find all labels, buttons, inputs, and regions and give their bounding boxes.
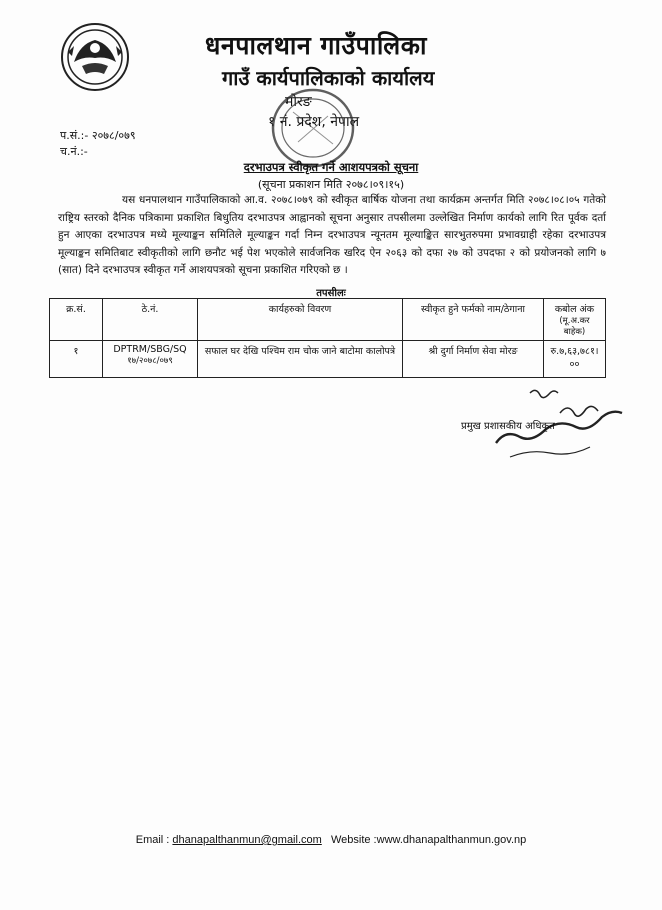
- header-amount-note: (मू.अ.कर बाहेक): [559, 316, 590, 337]
- cell-contract-sub: १७/२०७८/०७९: [127, 356, 173, 366]
- cell-firm: श्री दुर्गा निर्माण सेवा मोरङ: [403, 341, 544, 378]
- cell-contract-code: DPTRM/SBG/SQ: [113, 344, 187, 355]
- notice-body: यस धनपालथान गाउँपालिकाको आ.व. २०७८।०७९ को स्वीकृत बार्षिक योजना तथा कार्यक्रम अन्तर्गत मिति २०७८।०८।०५ गतेको राष्ट्रिय स्तरको दैनिक पत्रिकामा प्रकाशित बिधुतिय दरभाउपत्र आह्वानको सूचना अनुसार तपसीलमा उल्लेखित निर्माण कार्यको लागि रित पूर्वक दर्ता हुन आएका दरभाउपत्र मध्ये मूल्याङ्कन समितिले मूल्याङ्कन गर्दा निम्न दरभाउपत्र न्यूनतम मूल्याङ्कित सारभुतरुपमा प्रभावग्राही रहेका दरभाउपत्र मूल्याङ्कन समितिबाट स्वीकृतीको लागि छनौट भई पेश भएकोले सार्वजनिक खरिद ऐन २०६३ को दफा २७ को उपदफा २ को प्रयोजनको लागि ७ (सात) दिने दरभाउपत्र स्वीकृत गर्ने आशयपत्रको सूचना प्रकाशित गरिएको छ ।: [58, 194, 606, 277]
- cell-sn: १: [50, 341, 103, 378]
- signatory-title: प्रमुख प्रशासकीय अधिकृत: [461, 421, 555, 432]
- office-subtitle: गाउँ कार्यपालिकाको कार्यालय: [222, 66, 435, 90]
- table-row: [50, 341, 606, 378]
- header-description: कार्यहरुको विवरण: [198, 299, 403, 341]
- office-name: धनपालथान गाउँपालिका: [205, 31, 427, 60]
- nepal-emblem-logo: [60, 22, 130, 92]
- email-link[interactable]: dhanapalthanmun@gmail.com: [172, 834, 322, 846]
- dispatch-number: च.नं.:-: [60, 145, 88, 158]
- details-label: तपसीलः: [316, 288, 346, 299]
- details-table: [49, 298, 606, 378]
- email-label: Email :: [135, 834, 170, 846]
- website-link[interactable]: www.dhanapalthanmun.gov.np: [376, 834, 527, 846]
- cell-description: सफाल घर देखि पश्चिम राम चोक जाने बाटोमा कालोपत्रे: [198, 341, 403, 378]
- header-amount: [544, 299, 606, 341]
- website-label: Website :: [330, 834, 377, 846]
- office-place: मोरङ: [285, 94, 312, 110]
- office-province: १ नं. प्रदेश, नेपाल: [268, 114, 360, 130]
- cell-amount: रु.७,६३,७८१।००: [544, 341, 606, 378]
- header-contract: ठे.नं.: [103, 299, 198, 341]
- table-header-row: [50, 299, 606, 341]
- notice-title: दरभाउपत्र स्वीकृत गर्ने आशयपत्रको सूचना: [243, 160, 419, 174]
- header-amount-label: कबोल अंक: [554, 304, 595, 315]
- reference-number: प.सं.:- २०७८/०७९: [60, 129, 136, 142]
- footer: [0, 834, 662, 846]
- cell-contract: [103, 341, 198, 378]
- header-firm: स्वीकृत हुने फर्मको नाम/ठेगाना: [403, 299, 544, 341]
- header-sn: क्र.सं.: [50, 299, 103, 341]
- notice-date: (सूचना प्रकाशन मिति २०७८।०९।१५): [257, 178, 405, 191]
